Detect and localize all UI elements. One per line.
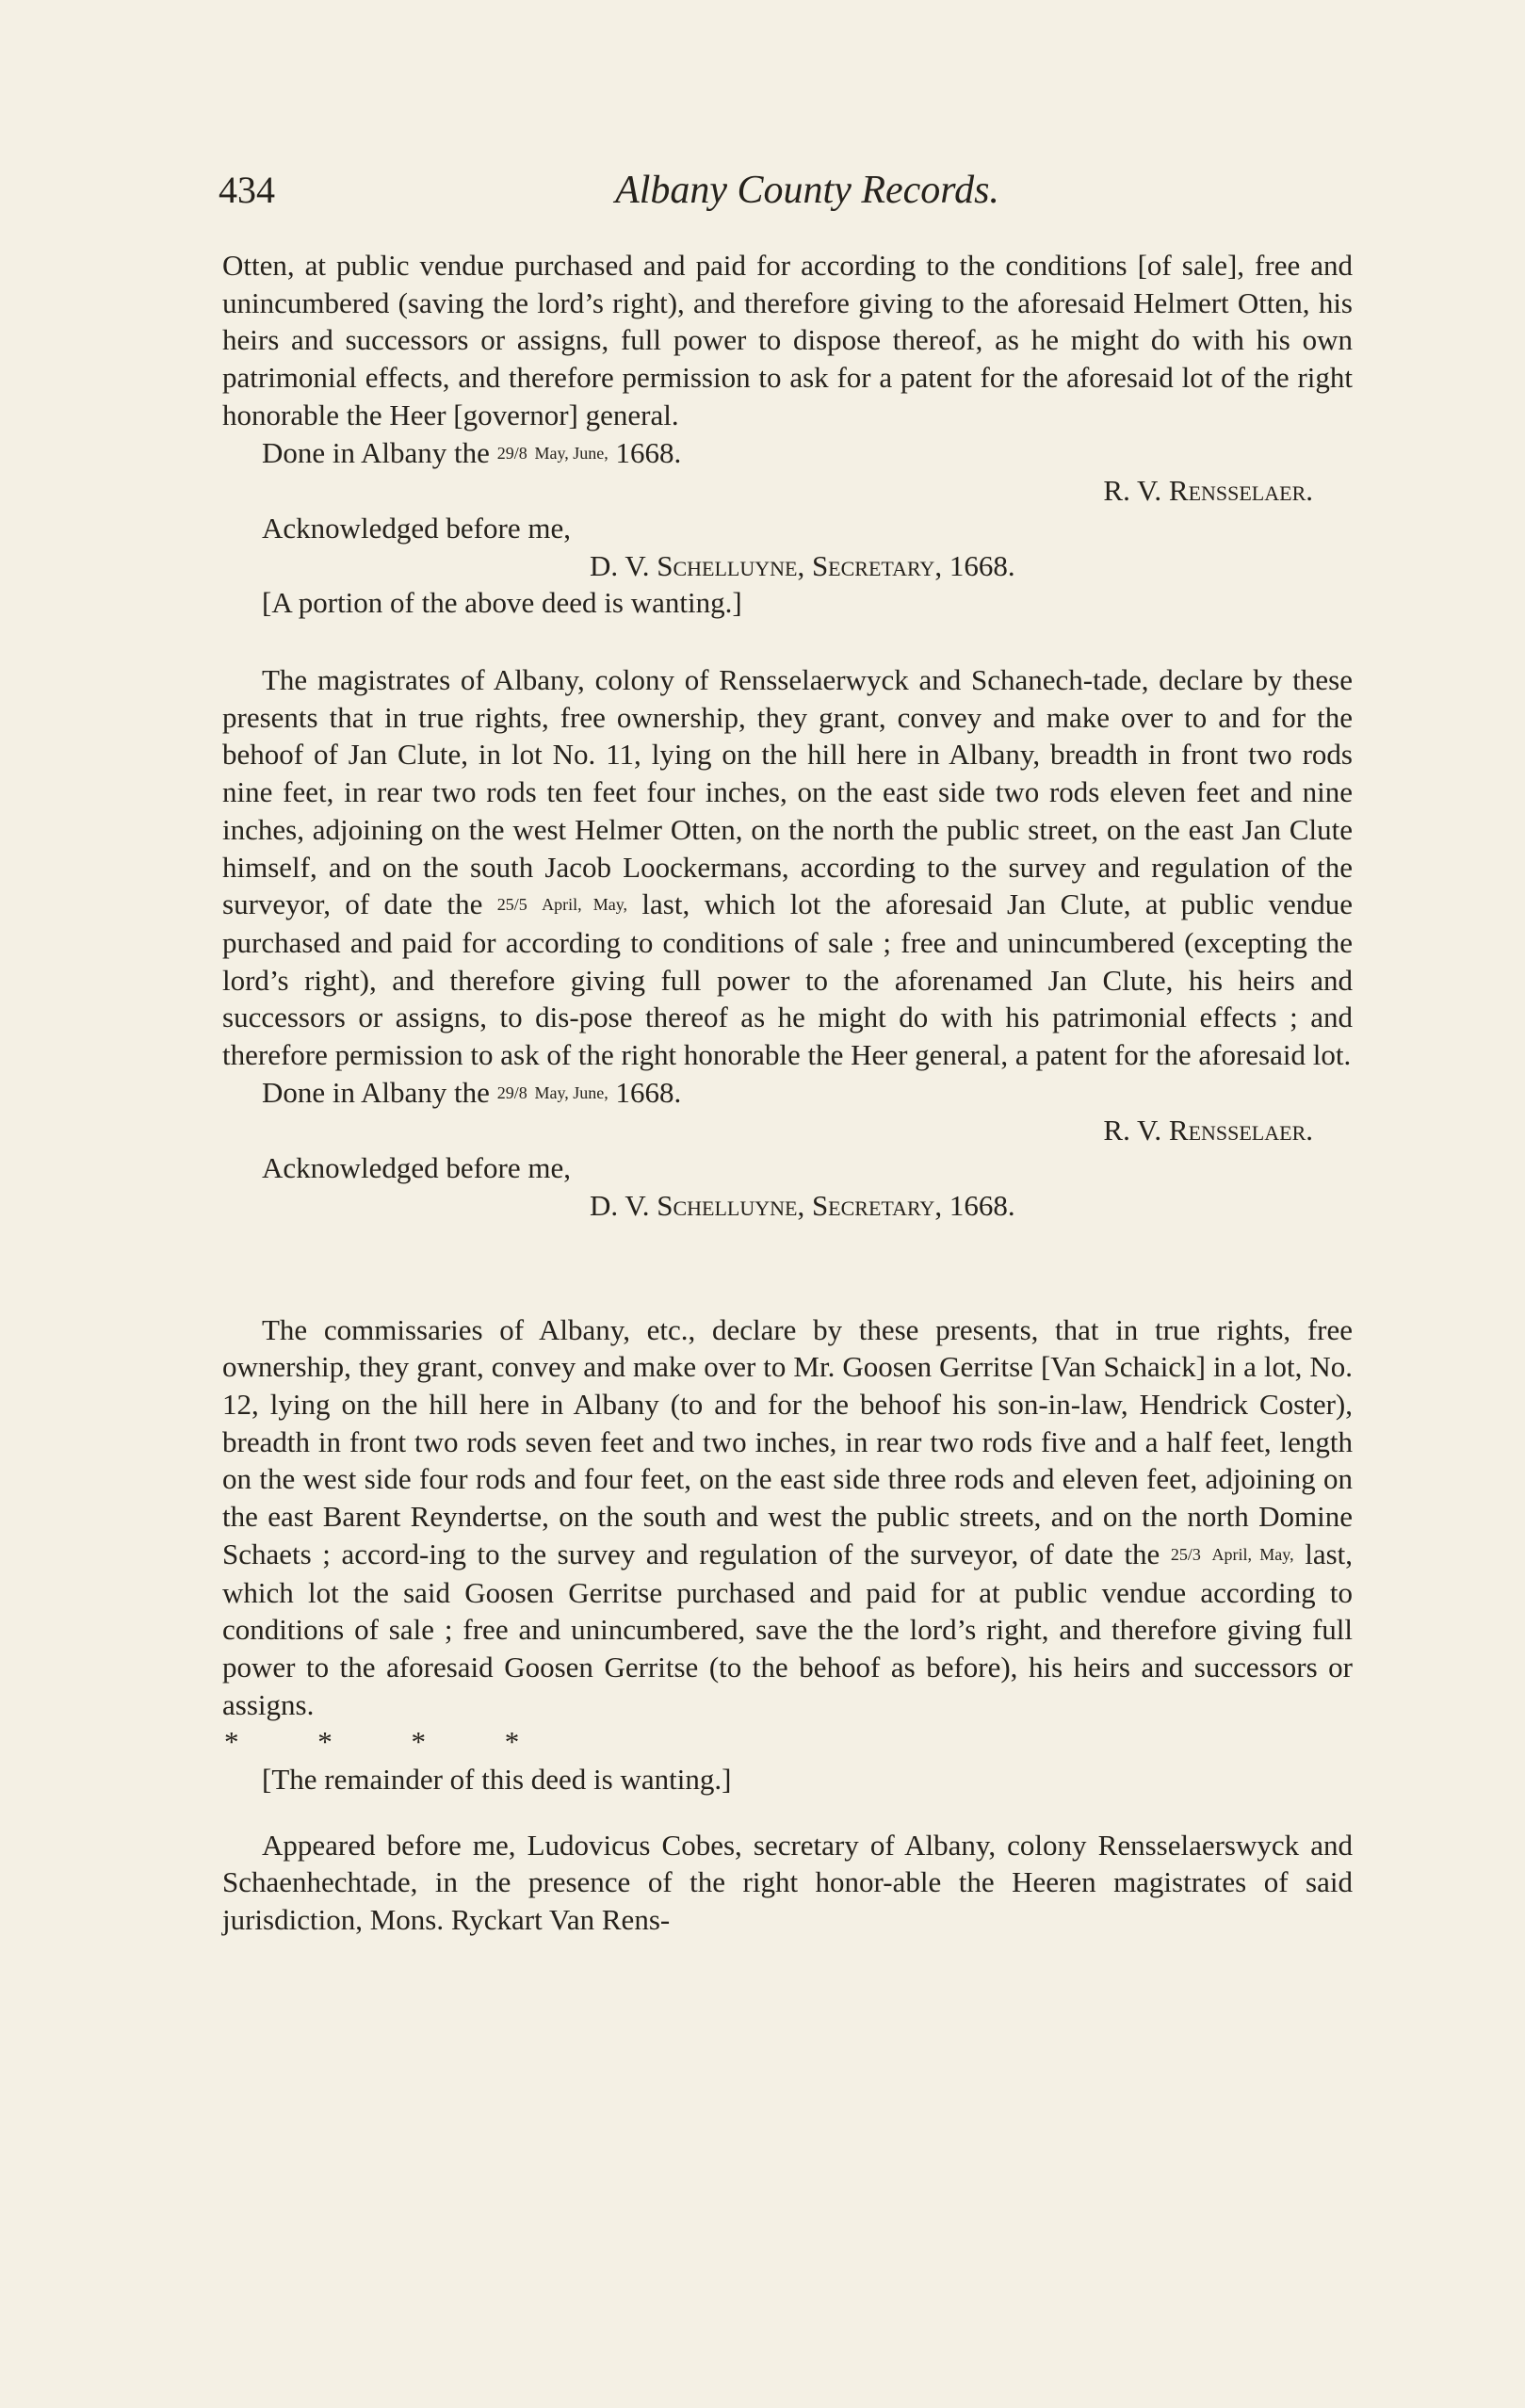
- deed2-date-fraction: 29/8: [496, 1082, 527, 1102]
- running-title: Albany County Records.: [615, 169, 999, 212]
- deed1-done-line: [222, 434, 1353, 473]
- ellipsis-stars: * * * *: [224, 1725, 556, 1759]
- section-gap: [222, 1798, 1353, 1827]
- deed2-acknowledgment: Acknowledged before me,: [262, 1151, 571, 1185]
- deed1-date-months: May, June,: [534, 443, 608, 463]
- deed2-done-line: [222, 1074, 1353, 1113]
- deed2-done-prefix: Done in Albany the: [262, 1075, 490, 1109]
- section-gap: [222, 1225, 1353, 1311]
- deed1-signature: R. V. Rensselaer.: [1103, 474, 1313, 508]
- deed3-paragraph-part2: last, which lot the said Goosen Gerritse purchased and paid for at public vendue according to conditions of sale ; free and unincumbered, save the the lord’s right, and therefore giving full power to the aforesaid Goosen Gerritse (to the behoof as before), his heirs and successors or assigns.: [222, 1537, 1354, 1721]
- deed2-paragraph-part1: The magistrates of Albany, colony of Rensselaerwyck and Schanech-tade, declare by these presents that in true rights, free ownership, they grant, convey and make over to and for the behoof of Jan Clute, in lot No. 11, lying on the hill here in Albany, breadth in front two rods nine feet, in rear two rods ten feet four inches, on the east side two rods eleven feet and nine inches, adjoining on the west Helmer Otten, on the north the public street, on the east Jan Clute himself, and on the south Jacob Loockermans, according to the survey and regulation of the surveyor, of date the: [222, 663, 1353, 921]
- deed1-done-prefix: Done in Albany the: [262, 435, 490, 469]
- deed2-paragraph-fraction: 25/5: [496, 895, 527, 915]
- deed2-done-year: 1668.: [615, 1075, 682, 1109]
- page-number: 434: [219, 169, 275, 211]
- deed2-date-months: May, June,: [534, 1082, 608, 1102]
- deed1-date-fraction: 29/8: [496, 443, 527, 463]
- deed2-paragraph-part2: last, which lot the aforesaid Jan Clute, at public vendue purchased and paid for according to conditions of sale ; free and unincumbered (excepting the lord’s right), and therefore giving full power to the aforenamed Jan Clute, his heirs and successors or assigns, to dis-pose thereof as he might do with his patrimonial effects ; and therefore permission to ask of the right honorable the Heer general, a patent for the aforesaid lot.: [222, 887, 1354, 1072]
- deed1-paragraph: Otten, at public vendue purchased and paid for according to the conditions [of sale], free and unincumbered (saving the lord’s right), and therefore giving to the aforesaid Helmert Otten, his heirs and successors or assigns, full power to dispose thereof, as he might do with his own patrimonial effects, and therefore permission to ask for a patent for the aforesaid lot of the right honorable the Heer [governor] general.: [222, 249, 1353, 431]
- page-body: [222, 247, 1353, 1939]
- page-header: [219, 168, 1358, 224]
- deed3-paragraph-part1: The commissaries of Albany, etc., declare by these presents, that in true rights, free ownership, they grant, convey and make over to Mr. Goosen Gerritse [Van Schaick] in a lot, No. 12, lying on the hill here in Albany (to and for the behoof his son-in-law, Hendrick Coster), breadth in front two rods seven feet and two inches, in rear two rods five and a half feet, length on the west side four rods and four feet, on the east side three rods and eleven feet, adjoining on the east Barent Reyndertse, on the south and west the public streets, and on the north Domine Schaets ; accord-ing to the survey and regulation of the surveyor, of date the: [222, 1312, 1353, 1570]
- deed2-paragraph: [222, 661, 1353, 1074]
- deed3-note: [The remainder of this deed is wanting.]: [262, 1763, 732, 1797]
- deed1-note: [A portion of the above deed is wanting.]: [262, 586, 742, 620]
- deed1-acknowledgment: Acknowledged before me,: [262, 511, 571, 545]
- deed1-done-year: 1668.: [615, 435, 682, 469]
- deed2-secretary: D. V. Schelluyne, Secretary, 1668.: [590, 1188, 1015, 1222]
- section-gap: [222, 622, 1353, 661]
- deed3-paragraph-months: April, May,: [1211, 1544, 1294, 1564]
- deed1-secretary: D. V. Schelluyne, Secretary, 1668.: [590, 548, 1015, 582]
- deed2-signature: R. V. Rensselaer.: [1103, 1114, 1313, 1147]
- deed2-paragraph-months: April, May,: [542, 895, 628, 915]
- deed3-paragraph: [222, 1311, 1353, 1724]
- deed3-paragraph-fraction: 25/3: [1170, 1544, 1201, 1564]
- deed4-paragraph: Appeared before me, Ludovicus Cobes, secretary of Albany, colony Rensselaerswyck and Schaenhechtade, in the presence of the right honor-able the Heeren magistrates of said jurisdiction, Mons. Ryckart Van Rens-: [222, 1828, 1353, 1937]
